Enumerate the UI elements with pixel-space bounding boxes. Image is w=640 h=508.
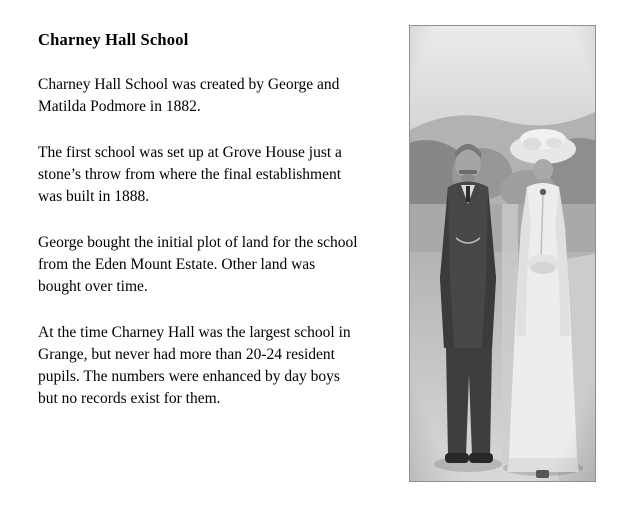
paragraph-2: The first school was set up at Grove House just a stone’s throw from where the final establishment was built in 1888. [38,144,342,205]
photo-vignette [410,26,595,481]
paragraph-4: At the time Charney Hall was the largest school in Grange, but never had more than 20-24 resident pupils. The numbers were enhanced by day boys but no records exist for them. [38,324,351,407]
text-column [38,30,360,434]
vintage-photo-illustration [410,26,595,481]
page-title: Charney Hall School [38,30,189,49]
vintage-couple-photo [409,25,596,482]
paragraph-1: Charney Hall School was created by George and Matilda Podmore in 1882. [38,76,340,115]
paragraph-3: George bought the initial plot of land for the school from the Eden Mount Estate. Other land was bought over time. [38,234,358,295]
